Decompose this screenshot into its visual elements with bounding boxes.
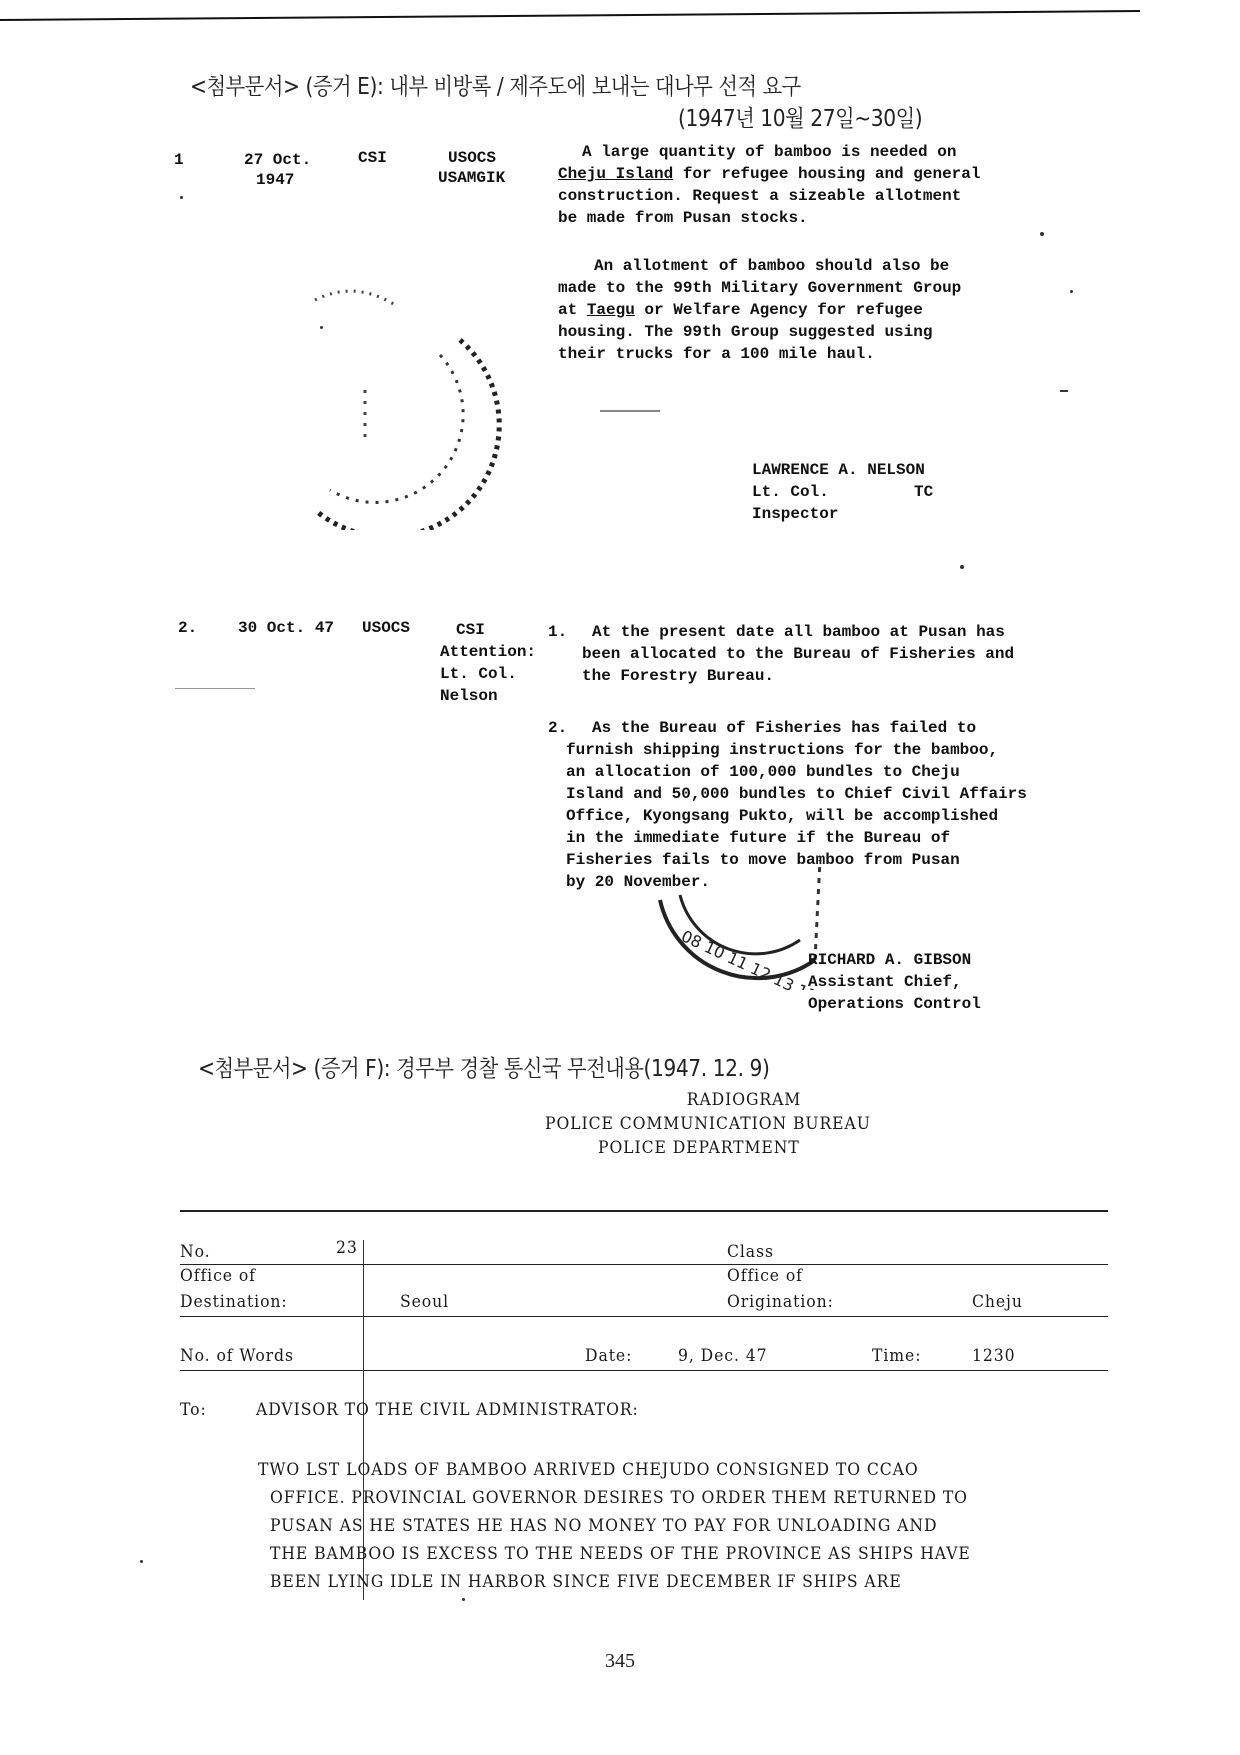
signature-branch: TC bbox=[914, 483, 934, 501]
svg-text:08 10 11 12 13 17: 08 10 11 12 13 17 bbox=[678, 926, 821, 990]
signature-title: Assistant Chief, bbox=[808, 973, 962, 991]
field-label-no: No. bbox=[180, 1242, 211, 1262]
entry-from: CSI bbox=[358, 149, 387, 167]
radiogram-title: RADIOGRAM bbox=[686, 1090, 802, 1110]
signature-title: Inspector bbox=[752, 505, 839, 523]
radiogram-department: POLICE DEPARTMENT bbox=[598, 1138, 800, 1158]
divider bbox=[180, 1264, 1108, 1265]
field-label-time: Time: bbox=[872, 1346, 922, 1366]
body-line: Office, Kyongsang Pukto, will be accomplished bbox=[566, 807, 999, 825]
body-line: Fisheries fails to move bamboo from Pusan bbox=[566, 851, 960, 869]
signature-title-2: Operations Control bbox=[808, 995, 981, 1013]
body-line: furnish shipping instructions for the bamboo, bbox=[566, 741, 999, 759]
to-value: ADVISOR TO THE CIVIL ADMINISTRATOR: bbox=[256, 1400, 639, 1420]
body-line: construction. Request a sizeable allotment bbox=[558, 187, 962, 205]
evidence-e-heading: <첨부문서> (증거 E): 내부 비방록 / 제주도에 보내는 대나무 선적 요구 bbox=[190, 74, 801, 100]
body-line: made to the 99th Military Government Group bbox=[558, 279, 962, 297]
entry-to: USOCS bbox=[448, 149, 497, 167]
to-label: To: bbox=[180, 1400, 207, 1420]
field-value-time: 1230 bbox=[972, 1346, 1016, 1366]
entry-attention: Attention: bbox=[440, 643, 537, 661]
message-line: BEEN LYING IDLE IN HARBOR SINCE FIVE DECEMBER IF SHIPS ARE bbox=[270, 1572, 902, 1592]
place-taegu: Taegu bbox=[586, 301, 635, 319]
body-line: their trucks for a 100 mile haul. bbox=[558, 345, 875, 363]
body-line: at Taegu or Welfare Agency for refugee bbox=[558, 301, 923, 319]
body-line: Cheju Island for refugee housing and general bbox=[558, 165, 981, 183]
entry-to: CSI bbox=[456, 621, 485, 639]
field-label-destination-2: Destination: bbox=[180, 1292, 288, 1312]
signature-name: LAWRENCE A. NELSON bbox=[752, 461, 925, 479]
official-stamp-icon bbox=[275, 280, 505, 535]
body-line: been allocated to the Bureau of Fisheries and bbox=[582, 645, 1015, 663]
entry-from: USOCS bbox=[362, 619, 411, 637]
body-line: As the Bureau of Fisheries has failed to bbox=[592, 719, 977, 737]
entry-attention-name: Nelson bbox=[440, 687, 498, 705]
signature-rank: Lt. Col. bbox=[752, 483, 829, 501]
evidence-e-dates: (1947년 10월 27일~30일) bbox=[678, 106, 923, 132]
entry-number: 1 bbox=[174, 151, 184, 169]
body-line: housing. The 99th Group suggested using bbox=[558, 323, 933, 341]
body-line: At the present date all bamboo at Pusan has bbox=[592, 623, 1005, 641]
message-line: OFFICE. PROVINCIAL GOVERNOR DESIRES TO ORDER THEM RETURNED TO bbox=[270, 1488, 968, 1508]
evidence-f-heading: <첨부문서> (증거 F): 경무부 경찰 통신국 무전내용(1947. 12. 9) bbox=[198, 1056, 770, 1082]
message-line: THE BAMBOO IS EXCESS TO THE NEEDS OF THE PROVINCE AS SHIPS HAVE bbox=[270, 1544, 971, 1564]
divider bbox=[180, 1370, 1108, 1371]
paragraph-number: 1. bbox=[548, 623, 568, 641]
body-line: in the immediate future if the Bureau of bbox=[566, 829, 951, 847]
body-line: the Forestry Bureau. bbox=[582, 667, 775, 685]
radiogram-bureau: POLICE COMMUNICATION BUREAU bbox=[545, 1114, 871, 1134]
field-value-date: 9, Dec. 47 bbox=[678, 1346, 768, 1366]
entry-year: 1947 bbox=[256, 171, 295, 189]
message-line: PUSAN AS HE STATES HE HAS NO MONEY TO PAY FOR UNLOADING AND bbox=[270, 1516, 938, 1536]
entry-to-2: USAMGIK bbox=[438, 169, 506, 187]
body-line: A large quantity of bamboo is needed on bbox=[582, 143, 957, 161]
field-label-origination-2: Origination: bbox=[727, 1292, 834, 1312]
field-value-origination: Cheju bbox=[972, 1292, 1023, 1312]
field-label-origination: Office of bbox=[727, 1266, 803, 1286]
field-label-class: Class bbox=[727, 1242, 774, 1262]
paragraph-number: 2. bbox=[548, 719, 568, 737]
field-label-words: No. of Words bbox=[180, 1346, 294, 1366]
field-label-destination: Office of bbox=[180, 1266, 256, 1286]
body-line: be made from Pusan stocks. bbox=[558, 209, 808, 227]
entry-number: 2. bbox=[178, 619, 198, 637]
signature-name: RICHARD A. GIBSON bbox=[808, 951, 972, 969]
field-value-destination: Seoul bbox=[400, 1292, 450, 1312]
entry-date: 27 Oct. bbox=[244, 151, 312, 169]
page-number: 345 bbox=[605, 1650, 635, 1672]
divider bbox=[180, 1210, 1108, 1212]
message-line: TWO LST LOADS OF BAMBOO ARRIVED CHEJUDO CONSIGNED TO CCAO bbox=[258, 1460, 919, 1480]
field-value-no: 23 bbox=[336, 1238, 358, 1258]
entry-date: 30 Oct. 47 bbox=[238, 619, 335, 637]
body-line: an allocation of 100,000 bundles to Cheju bbox=[566, 763, 960, 781]
place-cheju-island: Cheju Island bbox=[558, 165, 674, 183]
scan-edge-line bbox=[0, 8, 1240, 11]
entry-attention-rank: Lt. Col. bbox=[440, 665, 517, 683]
field-label-date: Date: bbox=[585, 1346, 633, 1366]
body-line: by 20 November. bbox=[566, 873, 711, 891]
divider bbox=[180, 1316, 1108, 1317]
body-line: An allotment of bamboo should also be bbox=[594, 257, 950, 275]
body-line: Island and 50,000 bundles to Chief Civil Affairs bbox=[566, 785, 1027, 803]
